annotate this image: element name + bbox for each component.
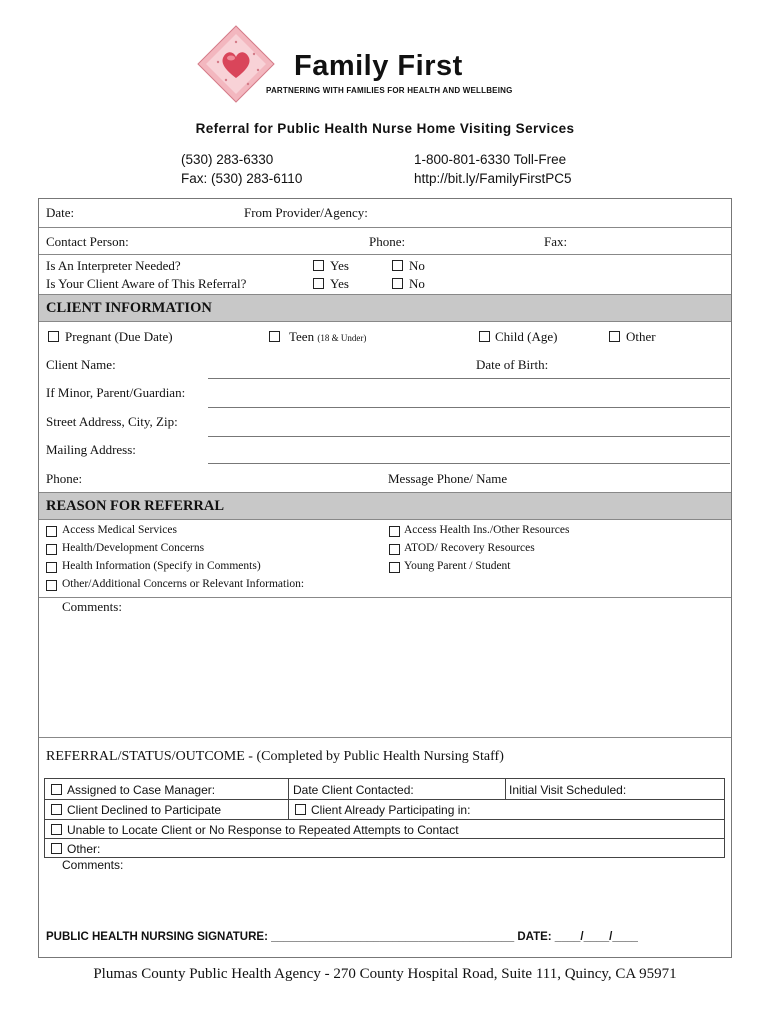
declined-checkbox[interactable] — [51, 804, 62, 815]
family-first-logo — [196, 24, 276, 104]
access-health-ins-label: Access Health Ins./Other Resources — [404, 524, 570, 536]
child-checkbox[interactable] — [479, 331, 490, 342]
phone-label: Phone: — [369, 234, 406, 249]
footer-address: Plumas County Public Health Agency - 270 County Hospital Road, Suite 111, Quincy, CA 95971 — [93, 966, 677, 982]
client-name-field[interactable] — [208, 378, 730, 379]
unable-locate-checkbox[interactable] — [51, 824, 62, 835]
other-client-checkbox[interactable] — [609, 331, 620, 342]
outcome-other-checkbox[interactable] — [51, 843, 62, 854]
teen-label — [289, 329, 366, 345]
message-phone-label: Message Phone/ Name — [388, 471, 508, 486]
child-label: Child (Age) — [495, 329, 558, 344]
young-parent-label: Young Parent / Student — [404, 560, 511, 572]
document-title: Referral for Public Health Nurse Home Visiting Services — [195, 121, 575, 136]
teen-checkbox[interactable] — [269, 331, 280, 342]
health-development-checkbox[interactable] — [46, 544, 57, 555]
atod-recovery-checkbox[interactable] — [389, 544, 400, 555]
client-name-label: Client Name: — [46, 357, 116, 372]
pregnant-label: Pregnant (Due Date) — [65, 329, 173, 344]
aware-question: Is Your Client Aware of This Referral? — [46, 276, 247, 291]
outcome-table — [44, 778, 725, 858]
mailing-address-field[interactable] — [208, 463, 730, 464]
reason-comments-area[interactable] — [40, 618, 730, 736]
brand-tagline: PARTNERING WITH FAMILIES FOR HEALTH AND WELLBEING — [266, 86, 513, 95]
teen-label-text: Teen — [289, 329, 315, 344]
mailing-address-label: Mailing Address: — [46, 442, 136, 457]
table-row-divider — [45, 819, 724, 820]
interpreter-no-label: No — [409, 258, 425, 273]
fax-number: Fax: (530) 283-6110 — [181, 171, 303, 186]
interpreter-no-checkbox[interactable] — [392, 260, 403, 271]
interpreter-yes-checkbox[interactable] — [313, 260, 324, 271]
already-participating-checkbox[interactable] — [295, 804, 306, 815]
interpreter-yes-label: Yes — [330, 258, 349, 273]
fax-label: Fax: — [544, 234, 568, 249]
contact-right — [414, 150, 572, 188]
other-concerns-checkbox[interactable] — [46, 580, 57, 591]
interpreter-question: Is An Interpreter Needed? — [46, 258, 181, 273]
health-development-label: Health/Development Concerns — [62, 542, 205, 554]
table-col-divider — [288, 779, 289, 819]
aware-no-label: No — [409, 276, 425, 291]
aware-no-checkbox[interactable] — [392, 278, 403, 289]
website-url[interactable]: http://bit.ly/FamilyFirstPC5 — [414, 171, 572, 186]
phone-number: (530) 283-6330 — [181, 152, 274, 167]
dob-label: Date of Birth: — [476, 357, 549, 372]
access-health-ins-checkbox[interactable] — [389, 526, 400, 537]
outcome-other-label: Other: — [67, 842, 101, 856]
table-row-divider — [45, 838, 724, 839]
brand-name: Family First — [294, 50, 463, 82]
client-info-header — [39, 294, 731, 322]
reason-comments-label: Comments: — [62, 599, 122, 614]
client-info-heading: CLIENT INFORMATION — [46, 300, 212, 316]
guardian-field[interactable] — [208, 407, 730, 408]
date-label: Date: — [46, 205, 75, 220]
row-divider — [39, 597, 731, 598]
access-medical-label: Access Medical Services — [62, 524, 177, 536]
reason-heading: REASON FOR REFERRAL — [46, 498, 225, 514]
assigned-label: Assigned to Case Manager: — [67, 783, 216, 797]
already-participating-label: Client Already Participating in: — [311, 803, 471, 817]
from-provider-label: From Provider/Agency: — [244, 205, 368, 220]
atod-recovery-label: ATOD/ Recovery Resources — [404, 542, 535, 554]
health-information-label: Health Information (Specify in Comments) — [62, 560, 261, 572]
pregnant-checkbox[interactable] — [48, 331, 59, 342]
guardian-label: If Minor, Parent/Guardian: — [46, 385, 186, 400]
client-phone-label: Phone: — [46, 471, 83, 486]
assigned-checkbox[interactable] — [51, 784, 62, 795]
street-address-field[interactable] — [208, 436, 730, 437]
signature-line[interactable]: PUBLIC HEALTH NURSING SIGNATURE: ______________________________________ DATE: ____/____/____ — [46, 931, 638, 943]
outcome-heading: REFERRAL/STATUS/OUTCOME - (Completed by Public Health Nursing Staff) — [46, 749, 504, 764]
reason-header — [39, 492, 731, 520]
aware-yes-label: Yes — [330, 276, 349, 291]
date-contacted-label: Date Client Contacted: — [293, 783, 414, 797]
outcome-comments-label: Comments: — [62, 858, 124, 872]
access-medical-checkbox[interactable] — [46, 526, 57, 537]
young-parent-checkbox[interactable] — [389, 562, 400, 573]
street-address-label: Street Address, City, Zip: — [46, 414, 178, 429]
other-concerns-label: Other/Additional Concerns or Relevant Information: — [62, 578, 305, 590]
outcome-comments-area[interactable] — [60, 874, 720, 924]
aware-yes-checkbox[interactable] — [313, 278, 324, 289]
initial-visit-label: Initial Visit Scheduled: — [509, 783, 627, 797]
toll-free-number: 1-800-801-6330 Toll-Free — [414, 152, 567, 167]
heart-logo-icon — [196, 24, 276, 104]
teen-label-sub: (18 & Under) — [317, 333, 367, 343]
row-divider — [39, 227, 731, 228]
contact-left — [181, 150, 302, 188]
other-client-label: Other — [626, 329, 656, 344]
table-col-divider — [505, 779, 506, 799]
row-divider — [39, 254, 731, 255]
health-information-checkbox[interactable] — [46, 562, 57, 573]
row-divider — [39, 737, 731, 738]
unable-locate-label: Unable to Locate Client or No Response to Repeated Attempts to Contact — [67, 823, 459, 837]
contact-person-label: Contact Person: — [46, 234, 129, 249]
table-row-divider — [45, 799, 724, 800]
declined-label: Client Declined to Participate — [67, 803, 222, 817]
